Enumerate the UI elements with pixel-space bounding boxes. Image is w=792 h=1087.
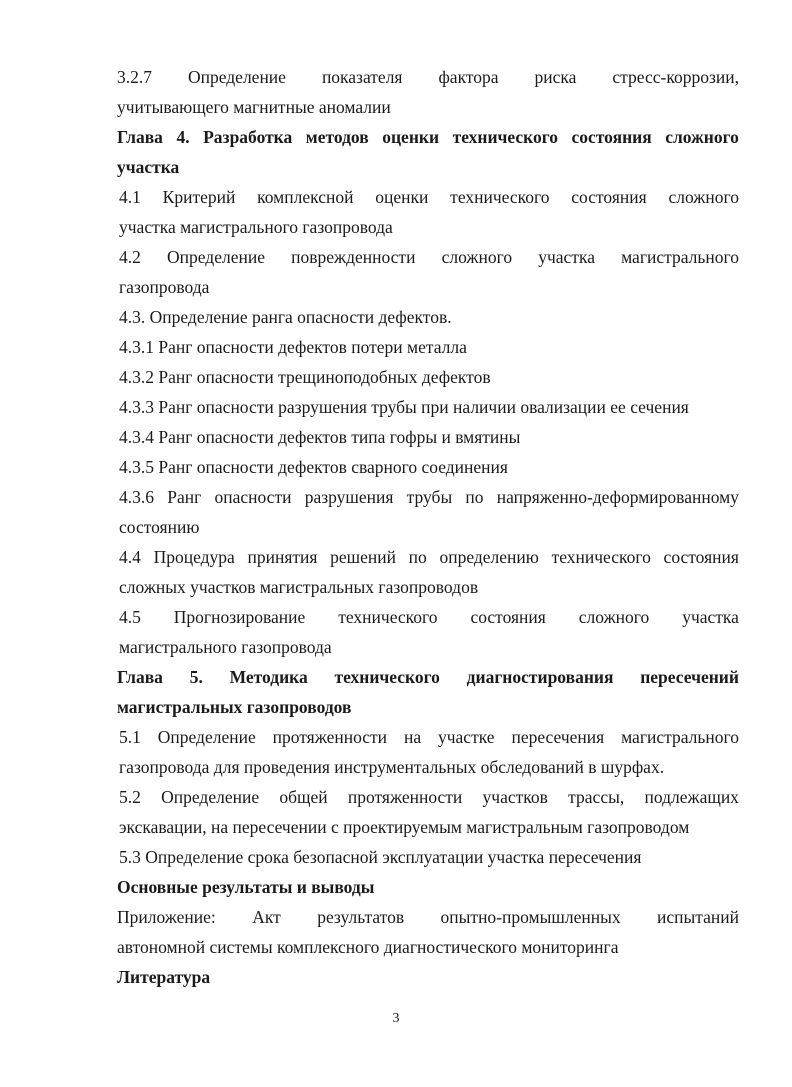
toc-entry-5-2 <box>117 782 739 842</box>
toc-entry-4-5 <box>117 602 739 662</box>
toc-entry-line: 4.4 Процедура принятия решений по определению технического состояния <box>119 547 739 567</box>
toc-entry-4-4 <box>117 542 739 602</box>
toc-entry-line: сложных участков магистральных газопроводов <box>119 577 479 597</box>
toc-entry-4-3-5: 4.3.5 Ранг опасности дефектов сварного соединения <box>119 457 508 477</box>
toc-entry-4-3-3: 4.3.3 Ранг опасности разрушения трубы при наличии овализации ее сечения <box>119 397 689 417</box>
toc-entry-line: состоянию <box>119 517 200 537</box>
toc-entry-line: участка магистрального газопровода <box>119 217 393 237</box>
toc-entry-line: газопровода <box>119 277 210 297</box>
toc-entry-4-1 <box>117 182 739 242</box>
toc-entry-3-2-7 <box>117 62 739 122</box>
toc-entry-line: 5.1 Определение протяженности на участке пересечения магистрального <box>119 727 739 747</box>
toc-entry-4-2 <box>117 242 739 302</box>
toc-entry-line: 4.2 Определение поврежденности сложного участка магистрального <box>119 247 739 267</box>
toc-entry-line: 5.2 Определение общей протяженности участков трассы, подлежащих <box>119 787 739 807</box>
toc-entry-4-3-2: 4.3.2 Ранг опасности трещиноподобных дефектов <box>119 367 491 387</box>
toc-entry-5-1 <box>117 722 739 782</box>
toc-entry-line: участка <box>117 157 180 177</box>
toc-entry-line: Глава 5. Методика технического диагностирования пересечений <box>117 667 739 687</box>
toc-entry-line: 4.3.6 Ранг опасности разрушения трубы по напряженно-деформированному <box>119 487 739 507</box>
toc-entry-4-3: 4.3. Определение ранга опасности дефектов. <box>119 307 452 327</box>
toc-entry-line: Приложение: Акт результатов опытно-промышленных испытаний <box>117 907 739 927</box>
page-number: 3 <box>392 1011 400 1026</box>
toc-entry-line: 3.2.7 Определение показателя фактора риска стресс-коррозии, <box>117 67 739 87</box>
toc-entry-line: магистральных газопроводов <box>117 697 352 717</box>
table-of-contents <box>117 62 739 992</box>
toc-entry-4-3-1: 4.3.1 Ранг опасности дефектов потери металла <box>119 337 467 357</box>
toc-entry-line: учитывающего магнитные аномалии <box>117 97 391 117</box>
results-heading: Основные результаты и выводы <box>117 877 375 897</box>
toc-entry-5-3: 5.3 Определение срока безопасной эксплуатации участка пересечения <box>119 847 642 867</box>
toc-entry-line: магистрального газопровода <box>119 637 332 657</box>
toc-entry-line: Глава 4. Разработка методов оценки технического состояния сложного <box>117 127 739 147</box>
chapter-4-heading <box>117 122 739 182</box>
toc-entry-line: 4.1 Критерий комплексной оценки технического состояния сложного <box>119 187 739 207</box>
toc-entry-line: экскавации, на пересечении с проектируемым магистральным газопроводом <box>119 817 690 837</box>
toc-entry-4-3-4: 4.3.4 Ранг опасности дефектов типа гофры и вмятины <box>119 427 521 447</box>
literature-heading: Литература <box>117 967 211 987</box>
chapter-5-heading <box>117 662 739 722</box>
toc-entry-line: 4.5 Прогнозирование технического состояния сложного участка <box>119 607 739 627</box>
toc-entry-4-3-6 <box>117 482 739 542</box>
toc-entry-appendix <box>117 902 739 962</box>
toc-entry-line: автономной системы комплексного диагностического мониторинга <box>117 937 619 957</box>
toc-entry-line: газопровода для проведения инструментальных обследований в шурфах. <box>119 757 665 777</box>
